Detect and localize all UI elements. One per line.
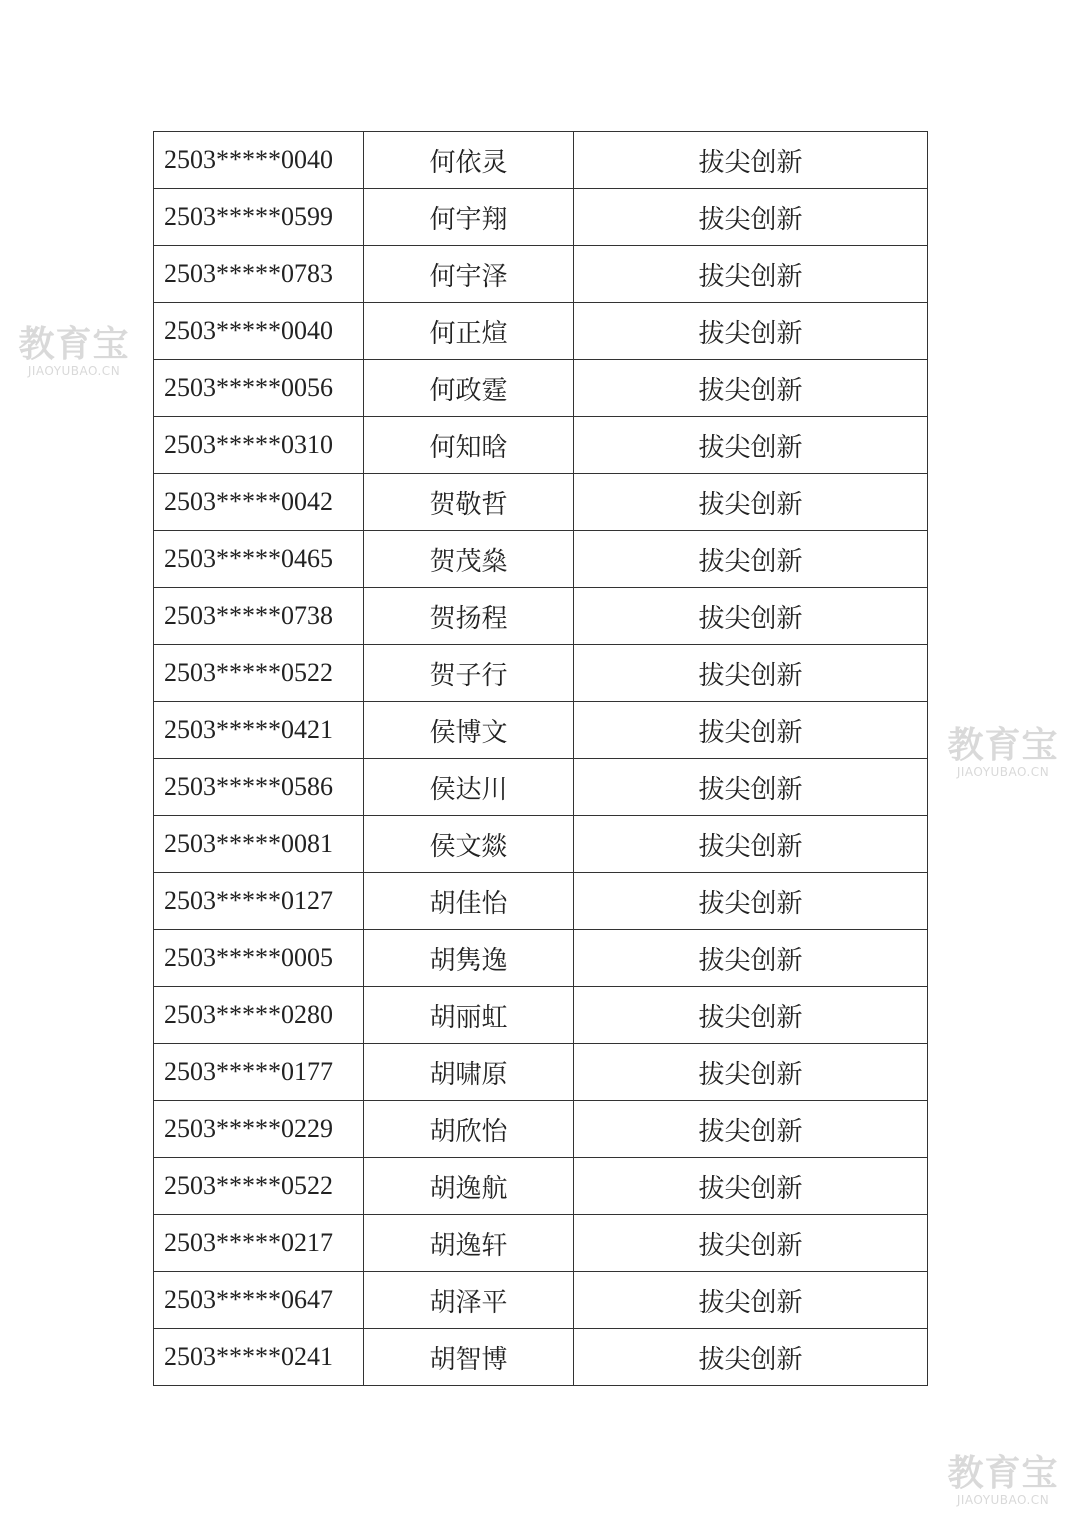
category-cell: 拔尖创新 [574, 303, 928, 360]
watermark-title: 教育宝 [947, 725, 1059, 766]
student-name-cell: 胡欣怡 [364, 1101, 574, 1158]
student-name-cell: 贺敬哲 [364, 474, 574, 531]
student-name-cell: 何宇泽 [364, 246, 574, 303]
watermark-domain: JIAOYUBAO.CN [956, 1493, 1050, 1507]
table-row [154, 1158, 928, 1215]
table-row [154, 645, 928, 702]
student-name-cell: 胡佳怡 [364, 873, 574, 930]
category-cell: 拔尖创新 [574, 645, 928, 702]
table-row [154, 816, 928, 873]
table-row [154, 759, 928, 816]
student-name-cell: 何政霆 [364, 360, 574, 417]
table-row [154, 987, 928, 1044]
student-name-cell: 胡丽虹 [364, 987, 574, 1044]
category-cell: 拔尖创新 [574, 417, 928, 474]
student-id-cell: 2503*****0081 [154, 816, 364, 873]
table-row [154, 531, 928, 588]
watermark-title: 教育宝 [18, 324, 130, 365]
category-cell: 拔尖创新 [574, 588, 928, 645]
table-row [154, 930, 928, 987]
student-id-cell: 2503*****0042 [154, 474, 364, 531]
student-id-cell: 2503*****0280 [154, 987, 364, 1044]
student-id-cell: 2503*****0522 [154, 645, 364, 702]
student-name-cell: 贺子行 [364, 645, 574, 702]
table-row [154, 588, 928, 645]
student-id-cell: 2503*****0229 [154, 1101, 364, 1158]
category-cell: 拔尖创新 [574, 987, 928, 1044]
table-row [154, 132, 928, 189]
category-cell: 拔尖创新 [574, 1329, 928, 1386]
student-name-cell: 贺茂燊 [364, 531, 574, 588]
category-cell: 拔尖创新 [574, 531, 928, 588]
student-name-cell: 侯达川 [364, 759, 574, 816]
roster-table [153, 131, 928, 1386]
student-name-cell: 何依灵 [364, 132, 574, 189]
student-name-cell: 胡泽平 [364, 1272, 574, 1329]
category-cell: 拔尖创新 [574, 816, 928, 873]
student-name-cell: 何宇翔 [364, 189, 574, 246]
table-row [154, 303, 928, 360]
table-row [154, 360, 928, 417]
table-row [154, 702, 928, 759]
student-name-cell: 胡隽逸 [364, 930, 574, 987]
category-cell: 拔尖创新 [574, 930, 928, 987]
table-row [154, 189, 928, 246]
student-id-cell: 2503*****0465 [154, 531, 364, 588]
student-name-cell: 胡逸航 [364, 1158, 574, 1215]
category-cell: 拔尖创新 [574, 873, 928, 930]
category-cell: 拔尖创新 [574, 702, 928, 759]
table-row [154, 1329, 928, 1386]
table-row [154, 1044, 928, 1101]
student-name-cell: 胡啸原 [364, 1044, 574, 1101]
student-name-cell: 胡逸轩 [364, 1215, 574, 1272]
student-id-cell: 2503*****0310 [154, 417, 364, 474]
student-id-cell: 2503*****0421 [154, 702, 364, 759]
table-row [154, 873, 928, 930]
category-cell: 拔尖创新 [574, 474, 928, 531]
student-id-cell: 2503*****0056 [154, 360, 364, 417]
watermark-title: 教育宝 [947, 1453, 1059, 1494]
student-id-cell: 2503*****0241 [154, 1329, 364, 1386]
category-cell: 拔尖创新 [574, 246, 928, 303]
student-id-cell: 2503*****0177 [154, 1044, 364, 1101]
student-id-cell: 2503*****0522 [154, 1158, 364, 1215]
table-row [154, 474, 928, 531]
student-id-cell: 2503*****0599 [154, 189, 364, 246]
watermark-domain: JIAOYUBAO.CN [956, 765, 1050, 779]
watermark-logo [18, 324, 130, 378]
table-row [154, 246, 928, 303]
roster-table-body [154, 132, 928, 1386]
category-cell: 拔尖创新 [574, 1215, 928, 1272]
table-row [154, 1101, 928, 1158]
student-name-cell: 侯文燚 [364, 816, 574, 873]
student-id-cell: 2503*****0005 [154, 930, 364, 987]
student-name-cell: 贺扬程 [364, 588, 574, 645]
student-id-cell: 2503*****0647 [154, 1272, 364, 1329]
student-id-cell: 2503*****0783 [154, 246, 364, 303]
watermark-logo [946, 1453, 1060, 1507]
student-id-cell: 2503*****0586 [154, 759, 364, 816]
student-id-cell: 2503*****0127 [154, 873, 364, 930]
student-name-cell: 何正煊 [364, 303, 574, 360]
student-name-cell: 胡智博 [364, 1329, 574, 1386]
category-cell: 拔尖创新 [574, 1044, 928, 1101]
category-cell: 拔尖创新 [574, 1272, 928, 1329]
watermark-logo [946, 725, 1060, 779]
watermark-domain: JIAOYUBAO.CN [27, 364, 121, 378]
category-cell: 拔尖创新 [574, 360, 928, 417]
table-row [154, 1215, 928, 1272]
student-name-cell: 侯博文 [364, 702, 574, 759]
student-id-cell: 2503*****0040 [154, 303, 364, 360]
table-row [154, 417, 928, 474]
student-id-cell: 2503*****0217 [154, 1215, 364, 1272]
category-cell: 拔尖创新 [574, 1101, 928, 1158]
table-row [154, 1272, 928, 1329]
category-cell: 拔尖创新 [574, 189, 928, 246]
student-id-cell: 2503*****0040 [154, 132, 364, 189]
student-id-cell: 2503*****0738 [154, 588, 364, 645]
category-cell: 拔尖创新 [574, 132, 928, 189]
category-cell: 拔尖创新 [574, 759, 928, 816]
category-cell: 拔尖创新 [574, 1158, 928, 1215]
student-name-cell: 何知晗 [364, 417, 574, 474]
